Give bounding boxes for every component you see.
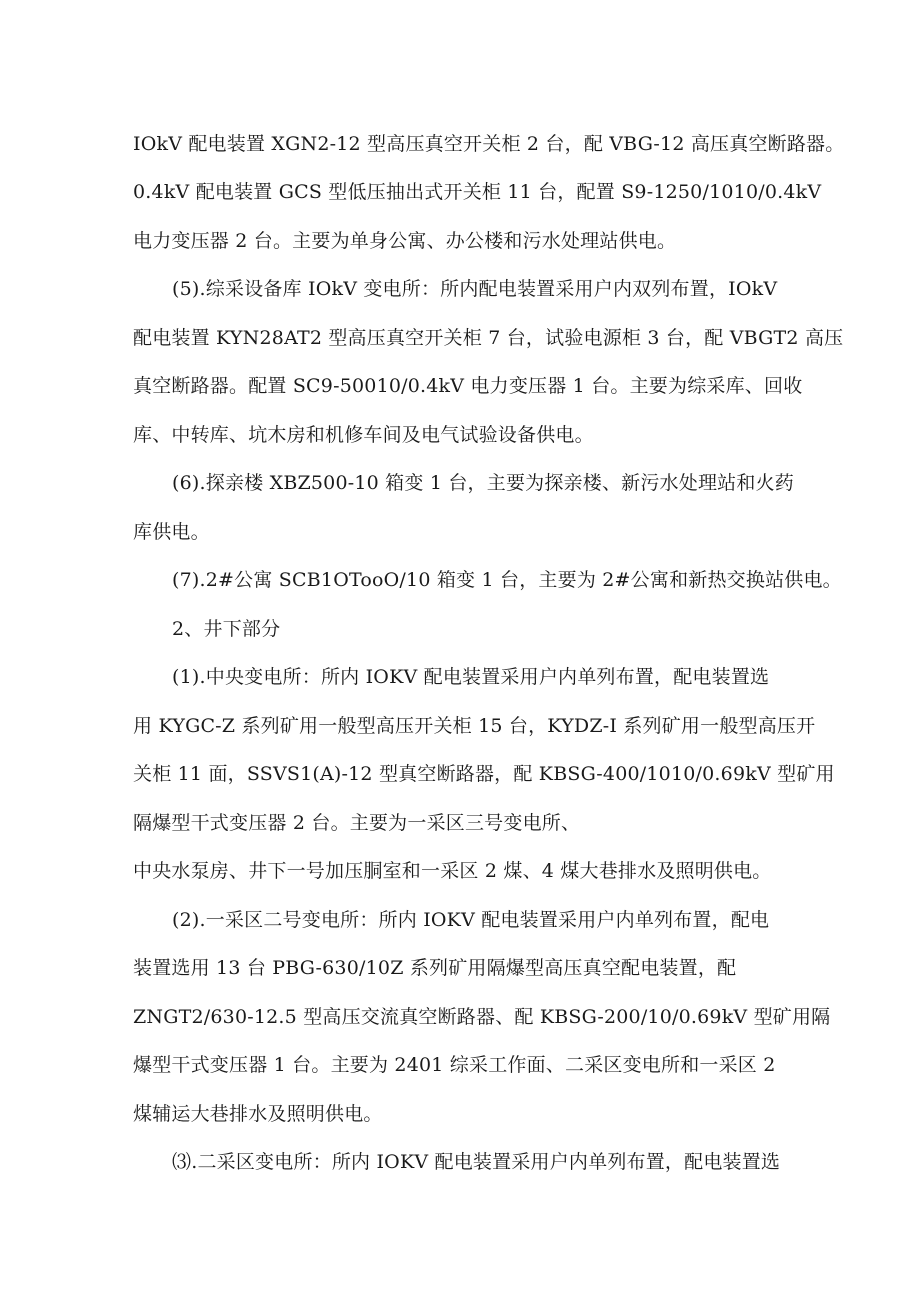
text-line-6: 真空断路器。配置 SC9-50010/0.4kV 电力变压器 1 台。主要为综采库、回收	[133, 375, 803, 397]
text-line-5: 配电装置 KYN28AT2 型高压真空开关柜 7 台，试验电源柜 3 台，配 VBGT2 高压	[133, 327, 844, 349]
text-line-19: ZNGT2/630-12.5 型高压交流真空断路器、配 KBSG-200/10/0.69kV 型矿用隔	[133, 1006, 831, 1028]
text-line-2: 0.4kV 配电装置 GCS 型低压抽出式开关柜 11 台，配置 S9-1250/1010/0.4kV	[133, 181, 822, 203]
text-line-12: (1).中央变电所：所内 IOKV 配电装置采用户内单列布置，配电装置选	[172, 666, 770, 688]
text-line-10: (7).2#公寓 SCB1OTooO/10 箱变 1 台，主要为 2#公寓和新热交换站供电。	[172, 569, 842, 591]
text-line-17: (2).一采区二号变电所：所内 IOKV 配电装置采用户内单列布置，配电	[172, 909, 770, 931]
text-line-13: 用 KYGC-Z 系列矿用一般型高压开关柜 15 台，KYDZ-I 系列矿用一般型高压开	[133, 715, 816, 737]
text-line-15: 隔爆型干式变压器 2 台。主要为一采区三号变电所、	[133, 812, 581, 834]
text-line-1: IOkV 配电装置 XGN2-12 型高压真空开关柜 2 台，配 VBG-12 高压真空断路器。	[133, 133, 845, 155]
section-heading: 2、井下部分	[172, 618, 281, 640]
text-line-20: 爆型干式变压器 1 台。主要为 2401 综采工作面、二采区变电所和一采区 2	[133, 1054, 776, 1076]
text-line-9: 库供电。	[133, 521, 210, 543]
text-line-14: 关柜 11 面，SSVS1(A)-12 型真空断路器，配 KBSG-400/1010/0.69kV 型矿用	[133, 763, 835, 785]
text-line-21: 煤辅运大巷排水及照明供电。	[133, 1103, 383, 1125]
text-line-18: 装置选用 13 台 PBG-630/10Z 系列矿用隔爆型高压真空配电装置，配	[133, 957, 737, 979]
text-line-7: 库、中转库、坑木房和机修车间及电气试验设备供电。	[133, 424, 594, 446]
text-line-8: (6).探亲楼 XBZ500-10 箱变 1 台，主要为探亲楼、新污水处理站和火药	[172, 472, 794, 494]
text-line-3: 电力变压器 2 台。主要为单身公寓、办公楼和污水处理站供电。	[133, 230, 677, 252]
text-line-22: ⑶.二采区变电所：所内 IOKV 配电装置采用户内单列布置，配电装置选	[172, 1151, 781, 1173]
text-line-16: 中央水泵房、井下一号加压胴室和一采区 2 煤、4 煤大巷排水及照明供电。	[133, 860, 772, 882]
text-line-4: (5).综采设备库 IOkV 变电所：所内配电装置采用户内双列布置，IOkV	[172, 278, 778, 300]
